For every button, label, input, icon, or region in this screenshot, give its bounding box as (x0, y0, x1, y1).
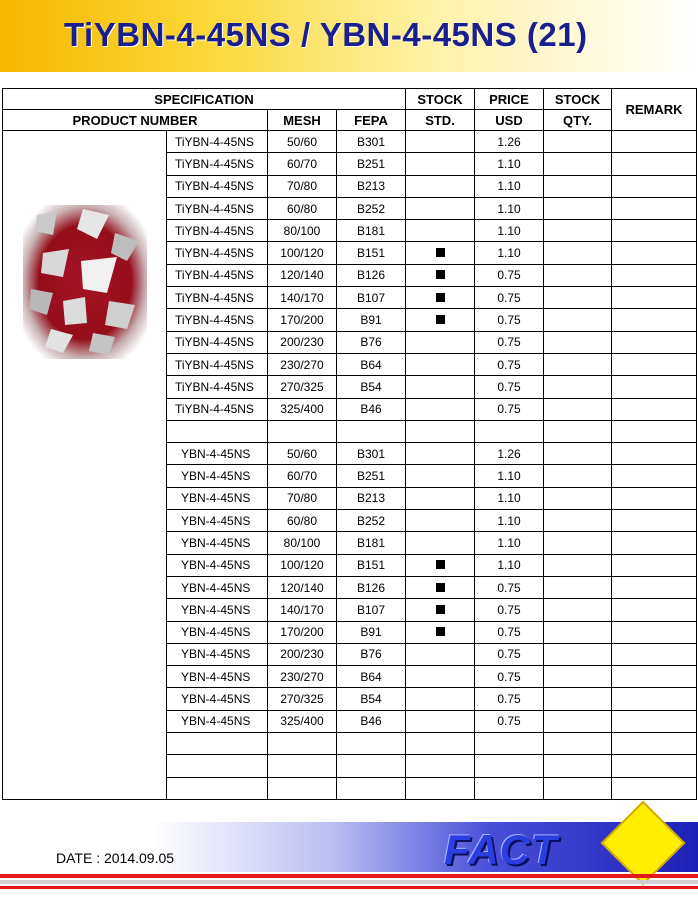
product-number-cell: YBN-4-45NS (167, 487, 268, 509)
date-label: DATE : 2014.09.05 (56, 850, 175, 866)
product-number-cell: TiYBN-4-45NS (167, 264, 268, 286)
stock-std-cell (406, 688, 475, 710)
fepa-cell: B91 (337, 309, 406, 331)
mesh-cell: 140/170 (268, 599, 337, 621)
price-cell (475, 733, 544, 755)
stock-qty-cell (544, 755, 612, 777)
remark-cell (612, 420, 697, 442)
price-cell: 0.75 (475, 287, 544, 309)
remark-cell (612, 175, 697, 197)
stock-qty-cell (544, 443, 612, 465)
product-number-cell: YBN-4-45NS (167, 599, 268, 621)
price-cell: 0.75 (475, 376, 544, 398)
footer-red-line (0, 874, 698, 878)
table-row (3, 131, 697, 153)
price-cell: 0.75 (475, 621, 544, 643)
price-cell: 1.10 (475, 554, 544, 576)
mesh-cell: 230/270 (268, 666, 337, 688)
stock-qty-cell (544, 733, 612, 755)
stock-marker-icon (436, 605, 445, 614)
remark-cell (612, 220, 697, 242)
fepa-cell (337, 733, 406, 755)
product-number-cell: TiYBN-4-45NS (167, 242, 268, 264)
remark-cell (612, 443, 697, 465)
price-cell: 1.26 (475, 443, 544, 465)
stock-std-cell (406, 599, 475, 621)
fepa-cell: B64 (337, 353, 406, 375)
stock-std-cell (406, 331, 475, 353)
fepa-cell: B54 (337, 688, 406, 710)
product-number-cell: YBN-4-45NS (167, 643, 268, 665)
mesh-cell: 70/80 (268, 175, 337, 197)
mesh-cell: 50/60 (268, 131, 337, 153)
fepa-cell: B151 (337, 242, 406, 264)
product-number-cell: YBN-4-45NS (167, 510, 268, 532)
fepa-cell: B107 (337, 287, 406, 309)
remark-cell (612, 599, 697, 621)
stock-qty-cell (544, 643, 612, 665)
price-cell: 0.75 (475, 688, 544, 710)
stock-marker-icon (436, 293, 445, 302)
crystal-product-image (23, 205, 147, 359)
remark-cell (612, 554, 697, 576)
stock-std-header-top: STOCK (406, 89, 475, 110)
fepa-cell: B126 (337, 576, 406, 598)
product-number-cell: TiYBN-4-45NS (167, 376, 268, 398)
mesh-cell: 100/120 (268, 554, 337, 576)
mesh-cell: 100/120 (268, 242, 337, 264)
stock-std-cell (406, 242, 475, 264)
stock-marker-icon (436, 583, 445, 592)
mesh-cell: 270/325 (268, 376, 337, 398)
product-number-cell: YBN-4-45NS (167, 576, 268, 598)
mesh-cell (268, 755, 337, 777)
price-cell: 1.10 (475, 532, 544, 554)
fepa-cell: B64 (337, 666, 406, 688)
product-number-cell: YBN-4-45NS (167, 621, 268, 643)
fepa-cell: B213 (337, 487, 406, 509)
price-cell: 1.10 (475, 220, 544, 242)
remark-cell (612, 510, 697, 532)
yellow-diamond-logo (601, 801, 686, 886)
stock-marker-icon (436, 560, 445, 569)
product-number-cell: YBN-4-45NS (167, 443, 268, 465)
remark-cell (612, 576, 697, 598)
mesh-cell: 200/230 (268, 331, 337, 353)
price-cell: 1.26 (475, 131, 544, 153)
price-cell (475, 777, 544, 799)
stock-qty-cell (544, 220, 612, 242)
stock-qty-header-top: STOCK (544, 89, 612, 110)
stock-qty-cell (544, 420, 612, 442)
stock-qty-cell (544, 666, 612, 688)
remark-cell (612, 666, 697, 688)
mesh-cell: 170/200 (268, 621, 337, 643)
stock-qty-cell (544, 777, 612, 799)
stock-qty-cell (544, 532, 612, 554)
remark-cell (612, 755, 697, 777)
stock-qty-cell (544, 554, 612, 576)
fepa-cell: B151 (337, 554, 406, 576)
remark-cell (612, 242, 697, 264)
price-cell: 0.75 (475, 710, 544, 732)
stock-std-cell (406, 487, 475, 509)
mesh-header: MESH (268, 110, 337, 131)
fepa-cell: B54 (337, 376, 406, 398)
remark-cell (612, 353, 697, 375)
fepa-cell: B76 (337, 331, 406, 353)
remark-cell (612, 398, 697, 420)
stock-std-cell (406, 465, 475, 487)
stock-qty-cell (544, 487, 612, 509)
remark-cell (612, 376, 697, 398)
remark-cell (612, 688, 697, 710)
mesh-cell: 80/100 (268, 532, 337, 554)
fepa-header: FEPA (337, 110, 406, 131)
stock-std-cell (406, 510, 475, 532)
stock-qty-cell (544, 510, 612, 532)
remark-cell (612, 331, 697, 353)
remark-cell (612, 197, 697, 219)
stock-qty-cell (544, 287, 612, 309)
stock-qty-cell (544, 175, 612, 197)
mesh-cell: 200/230 (268, 643, 337, 665)
product-number-header: PRODUCT NUMBER (3, 110, 268, 131)
mesh-cell: 230/270 (268, 353, 337, 375)
stock-std-cell (406, 420, 475, 442)
remark-cell (612, 532, 697, 554)
fepa-cell: B46 (337, 398, 406, 420)
fepa-cell: B126 (337, 264, 406, 286)
mesh-cell: 120/140 (268, 264, 337, 286)
stock-qty-cell (544, 621, 612, 643)
price-cell: 0.75 (475, 264, 544, 286)
stock-qty-cell (544, 398, 612, 420)
stock-std-header-bottom: STD. (406, 110, 475, 131)
product-number-cell (167, 755, 268, 777)
remark-cell (612, 487, 697, 509)
price-cell: 1.10 (475, 153, 544, 175)
stock-std-cell (406, 353, 475, 375)
fepa-cell: B251 (337, 465, 406, 487)
price-cell: 1.10 (475, 465, 544, 487)
price-cell (475, 420, 544, 442)
product-image-cell (3, 131, 167, 800)
price-cell: 0.75 (475, 643, 544, 665)
product-number-cell: YBN-4-45NS (167, 554, 268, 576)
stock-std-cell (406, 220, 475, 242)
product-number-cell: YBN-4-45NS (167, 666, 268, 688)
fepa-cell: B252 (337, 510, 406, 532)
fact-logo: FACT (444, 826, 558, 873)
stock-std-cell (406, 532, 475, 554)
remark-cell (612, 153, 697, 175)
product-number-cell: TiYBN-4-45NS (167, 131, 268, 153)
stock-std-cell (406, 175, 475, 197)
product-number-cell: TiYBN-4-45NS (167, 175, 268, 197)
product-number-cell: TiYBN-4-45NS (167, 398, 268, 420)
fepa-cell: B213 (337, 175, 406, 197)
fepa-cell: B301 (337, 131, 406, 153)
stock-qty-cell (544, 376, 612, 398)
mesh-cell: 60/80 (268, 197, 337, 219)
price-cell: 0.75 (475, 331, 544, 353)
stock-std-cell (406, 643, 475, 665)
stock-qty-cell (544, 153, 612, 175)
price-cell: 0.75 (475, 353, 544, 375)
stock-qty-cell (544, 331, 612, 353)
stock-marker-icon (436, 270, 445, 279)
table-body (3, 131, 697, 800)
fepa-cell: B251 (337, 153, 406, 175)
mesh-cell: 270/325 (268, 688, 337, 710)
stock-qty-cell (544, 465, 612, 487)
mesh-cell: 325/400 (268, 710, 337, 732)
stock-qty-cell (544, 197, 612, 219)
fepa-cell: B107 (337, 599, 406, 621)
remark-cell (612, 777, 697, 799)
remark-cell (612, 131, 697, 153)
stock-std-cell (406, 153, 475, 175)
fepa-cell: B46 (337, 710, 406, 732)
price-cell: 0.75 (475, 398, 544, 420)
page-title: TiYBN-4-45NS / YBN-4-45NS (21) (64, 16, 588, 53)
mesh-cell: 325/400 (268, 398, 337, 420)
mesh-cell: 60/70 (268, 465, 337, 487)
stock-qty-cell (544, 710, 612, 732)
product-number-cell: TiYBN-4-45NS (167, 153, 268, 175)
fepa-cell: B301 (337, 443, 406, 465)
product-number-cell (167, 777, 268, 799)
footer-gray-line (0, 880, 698, 884)
mesh-cell: 140/170 (268, 287, 337, 309)
stock-std-cell (406, 287, 475, 309)
stock-std-cell (406, 131, 475, 153)
specification-header: SPECIFICATION (3, 89, 406, 110)
remark-cell (612, 309, 697, 331)
stock-std-cell (406, 443, 475, 465)
mesh-cell: 170/200 (268, 309, 337, 331)
mesh-cell: 120/140 (268, 576, 337, 598)
product-number-cell: YBN-4-45NS (167, 465, 268, 487)
stock-qty-cell (544, 353, 612, 375)
fepa-cell (337, 777, 406, 799)
price-cell (475, 755, 544, 777)
remark-cell (612, 264, 697, 286)
product-number-cell: TiYBN-4-45NS (167, 197, 268, 219)
price-cell: 1.10 (475, 242, 544, 264)
mesh-cell: 80/100 (268, 220, 337, 242)
stock-std-cell (406, 777, 475, 799)
stock-std-cell (406, 264, 475, 286)
product-number-cell (167, 733, 268, 755)
mesh-cell: 60/70 (268, 153, 337, 175)
fepa-cell: B181 (337, 220, 406, 242)
stock-qty-cell (544, 576, 612, 598)
stock-marker-icon (436, 315, 445, 324)
fepa-cell: B91 (337, 621, 406, 643)
fepa-cell: B252 (337, 197, 406, 219)
product-number-cell: YBN-4-45NS (167, 710, 268, 732)
product-number-cell: TiYBN-4-45NS (167, 287, 268, 309)
product-number-cell: TiYBN-4-45NS (167, 331, 268, 353)
stock-qty-header-bottom: QTY. (544, 110, 612, 131)
stock-std-cell (406, 309, 475, 331)
remark-cell (612, 710, 697, 732)
price-header-top: PRICE (475, 89, 544, 110)
stock-std-cell (406, 733, 475, 755)
stock-marker-icon (436, 627, 445, 636)
product-number-cell: YBN-4-45NS (167, 532, 268, 554)
product-number-cell: YBN-4-45NS (167, 688, 268, 710)
price-cell: 0.75 (475, 666, 544, 688)
stock-std-cell (406, 197, 475, 219)
stock-std-cell (406, 554, 475, 576)
mesh-cell: 50/60 (268, 443, 337, 465)
mesh-cell (268, 777, 337, 799)
stock-std-cell (406, 376, 475, 398)
fepa-cell (337, 755, 406, 777)
stock-std-cell (406, 755, 475, 777)
remark-cell (612, 287, 697, 309)
stock-std-cell (406, 710, 475, 732)
remark-header: REMARK (612, 89, 697, 131)
product-number-cell (167, 420, 268, 442)
stock-qty-cell (544, 309, 612, 331)
price-cell: 1.10 (475, 510, 544, 532)
remark-cell (612, 643, 697, 665)
fepa-cell: B76 (337, 643, 406, 665)
remark-cell (612, 733, 697, 755)
remark-cell (612, 465, 697, 487)
product-number-cell: TiYBN-4-45NS (167, 353, 268, 375)
stock-std-cell (406, 398, 475, 420)
stock-qty-cell (544, 264, 612, 286)
specification-table (2, 88, 697, 800)
stock-qty-cell (544, 242, 612, 264)
remark-cell (612, 621, 697, 643)
price-cell: 1.10 (475, 197, 544, 219)
product-number-cell: TiYBN-4-45NS (167, 309, 268, 331)
stock-std-cell (406, 621, 475, 643)
stock-marker-icon (436, 248, 445, 257)
stock-qty-cell (544, 131, 612, 153)
mesh-cell: 60/80 (268, 510, 337, 532)
fepa-cell: B181 (337, 532, 406, 554)
price-cell: 0.75 (475, 309, 544, 331)
mesh-cell (268, 420, 337, 442)
stock-std-cell (406, 576, 475, 598)
stock-qty-cell (544, 688, 612, 710)
price-header-bottom: USD (475, 110, 544, 131)
product-number-cell: TiYBN-4-45NS (167, 220, 268, 242)
mesh-cell: 70/80 (268, 487, 337, 509)
price-cell: 1.10 (475, 175, 544, 197)
price-cell: 0.75 (475, 599, 544, 621)
price-cell: 1.10 (475, 487, 544, 509)
mesh-cell (268, 733, 337, 755)
stock-qty-cell (544, 599, 612, 621)
footer-red-line-bottom (0, 886, 698, 889)
stock-std-cell (406, 666, 475, 688)
fepa-cell (337, 420, 406, 442)
price-cell: 0.75 (475, 576, 544, 598)
